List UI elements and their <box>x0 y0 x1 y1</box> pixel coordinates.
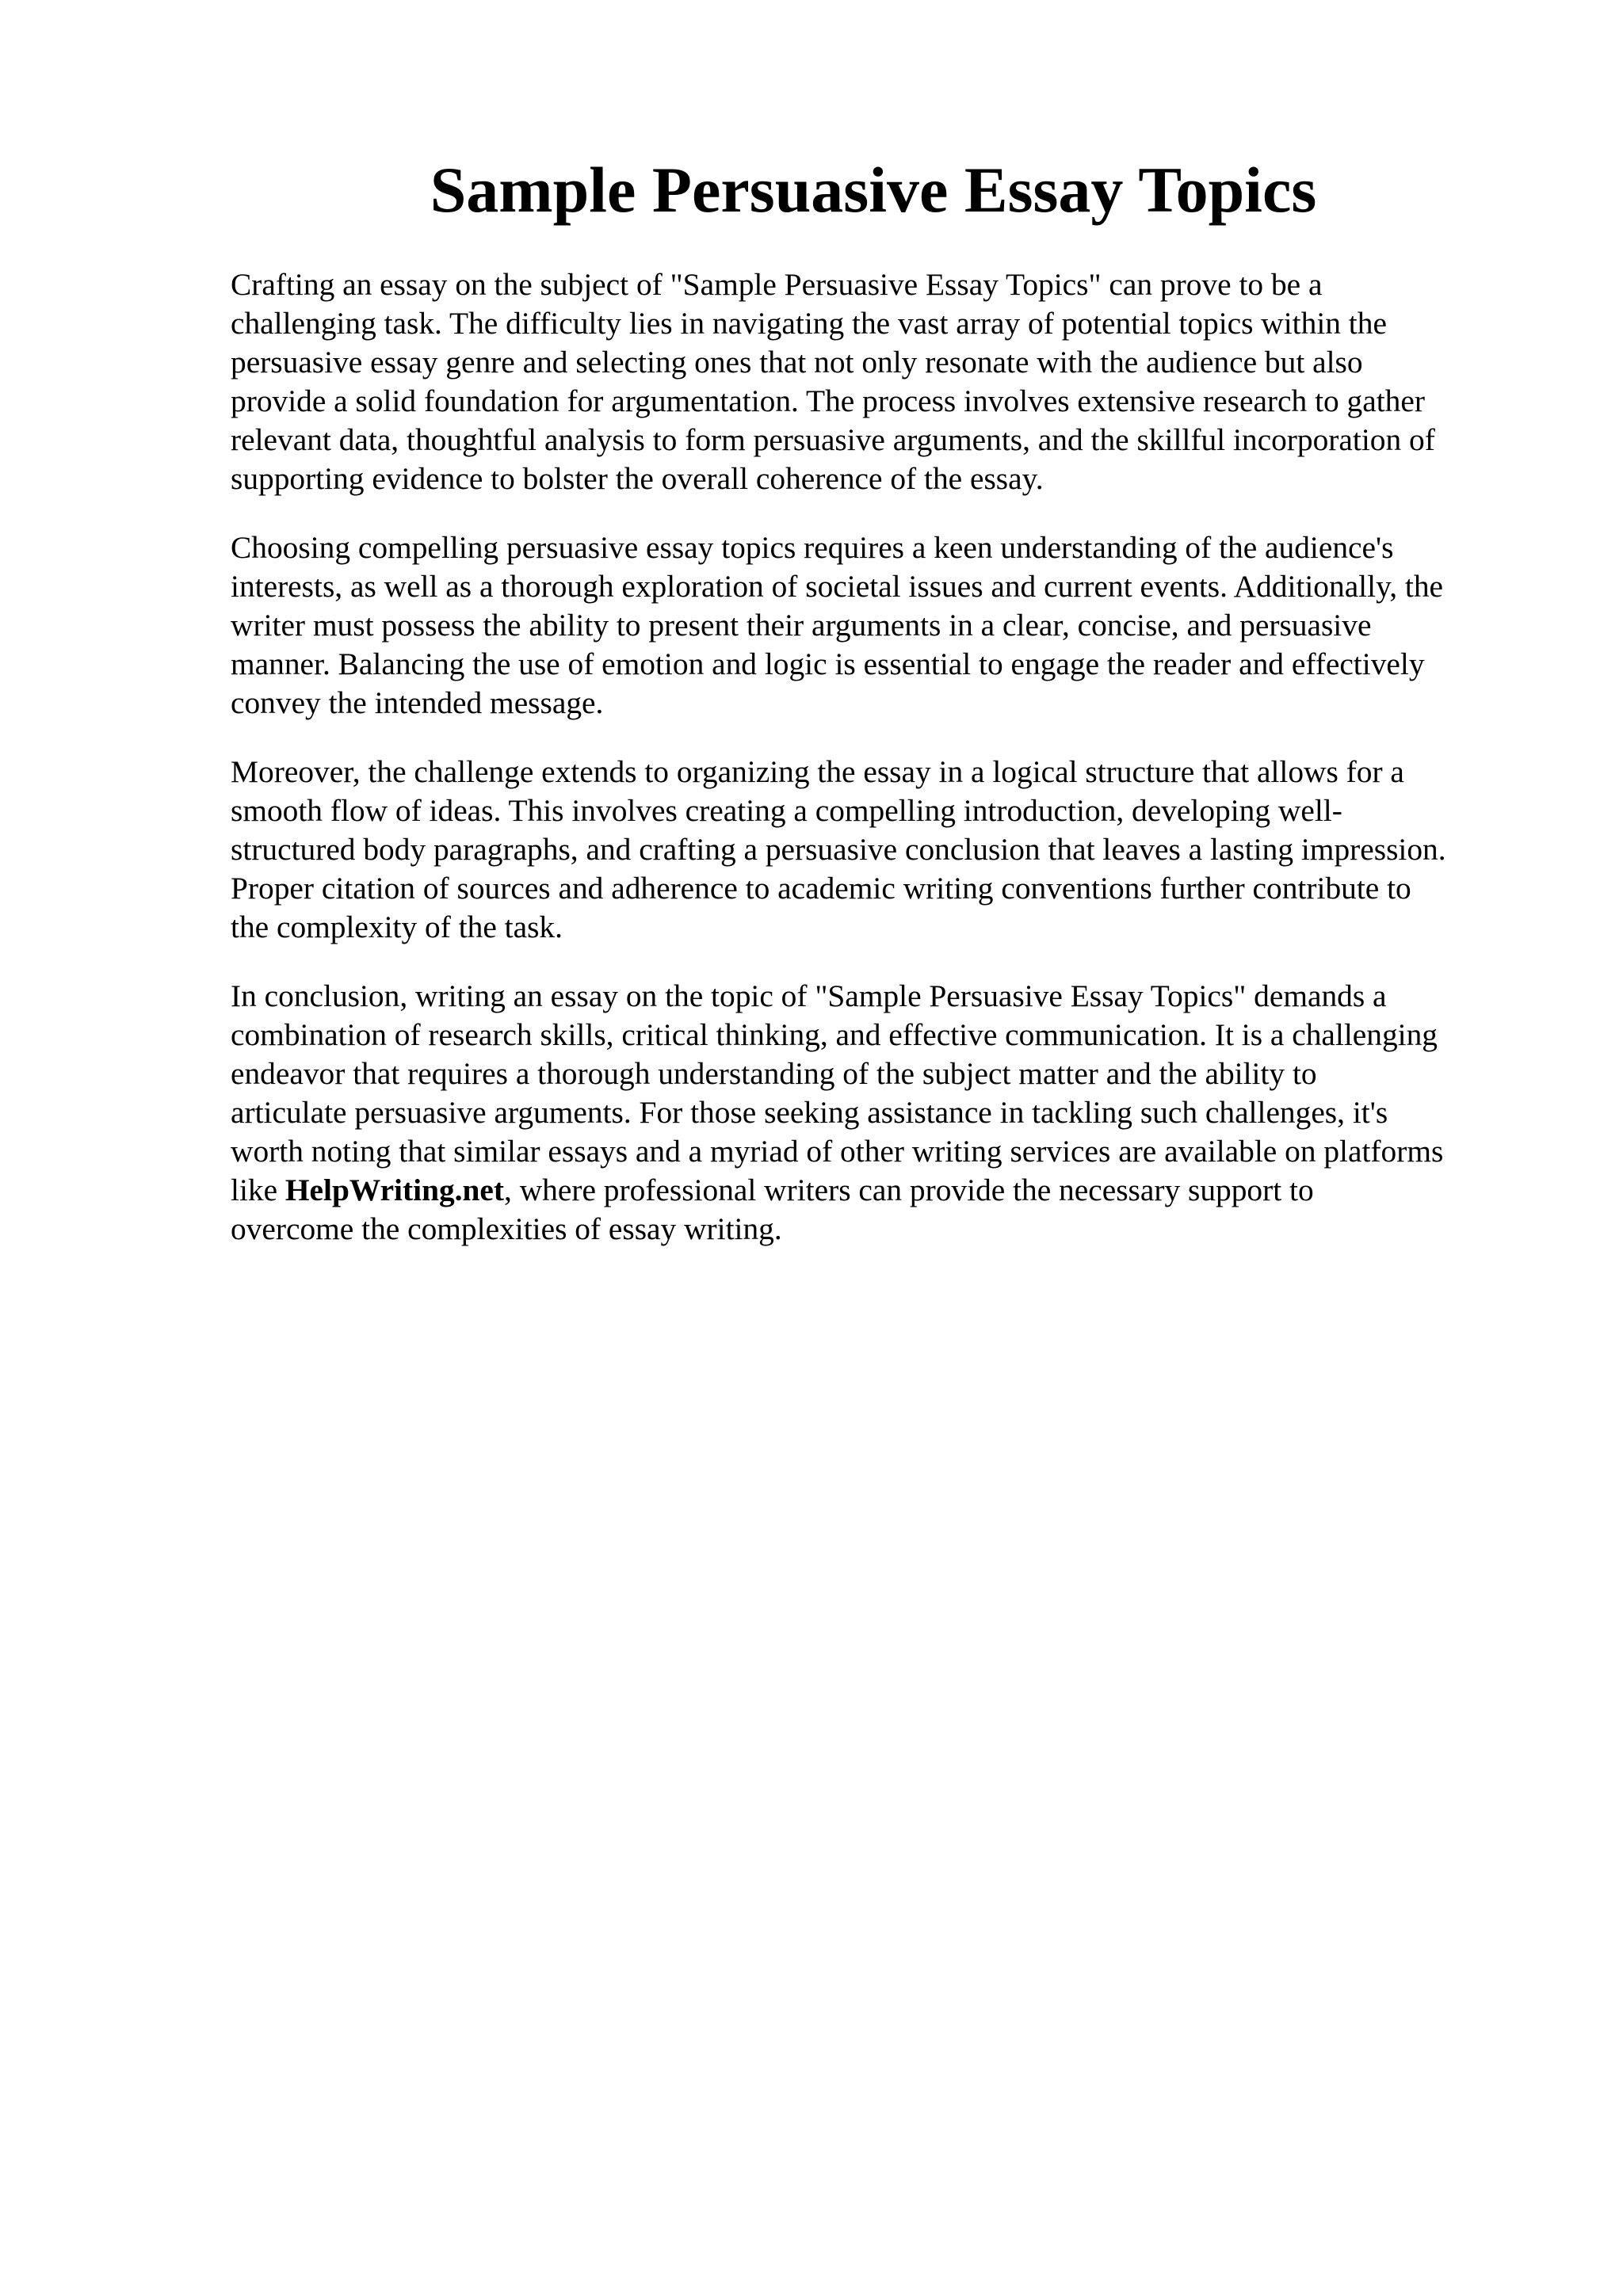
text-line: worth noting that similar essays and a myriad of other writing services are available on platforms <box>231 1134 1444 1169</box>
text-line: convey the intended message. <box>231 685 604 720</box>
text-line: articulate persuasive arguments. For those seeking assistance in tackling such challenges, it's <box>231 1095 1388 1130</box>
text-line: manner. Balancing the use of emotion and logic is essential to engage the reader and effectively <box>231 646 1425 681</box>
text-line: supporting evidence to bolster the overall coherence of the essay. <box>231 461 1044 496</box>
text-line: overcome the complexities of essay writing. <box>231 1211 782 1246</box>
text-prefix: like <box>231 1173 285 1207</box>
text-line: writer must possess the ability to present their arguments in a clear, concise, and persuasive <box>231 608 1372 643</box>
text-line: structured body paragraphs, and crafting a persuasive conclusion that leaves a lasting impression. <box>231 832 1446 867</box>
text-line <box>231 1171 1538 1210</box>
paragraph-3 <box>231 753 1538 947</box>
text-line: Choosing compelling persuasive essay topics requires a keen understanding of the audience's <box>231 530 1394 565</box>
text-line: the complexity of the task. <box>231 910 563 944</box>
text-line: smooth flow of ideas. This involves creating a compelling introduction, developing well- <box>231 793 1342 828</box>
text-line: interests, as well as a thorough exploration of societal issues and current events. Additionally, the <box>231 569 1444 604</box>
text-line: challenging task. The difficulty lies in navigating the vast array of potential topics within the <box>231 306 1387 341</box>
brand-name: HelpWriting.net <box>285 1173 505 1207</box>
text-line: Moreover, the challenge extends to organizing the essay in a logical structure that allows for a <box>231 754 1404 789</box>
text-line: Proper citation of sources and adherence to academic writing conventions further contribute to <box>231 871 1411 906</box>
paragraph-4 <box>231 977 1538 1249</box>
text-line: persuasive essay genre and selecting ones that not only resonate with the audience but also <box>231 345 1363 379</box>
document-body <box>231 265 1538 1279</box>
text-line: provide a solid foundation for argumentation. The process involves extensive research to gather <box>231 383 1425 418</box>
text-suffix: , where professional writers can provide the necessary support to <box>504 1173 1314 1207</box>
text-line: In conclusion, writing an essay on the topic of "Sample Persuasive Essay Topics" demands a <box>231 978 1387 1013</box>
paragraph-2 <box>231 528 1538 723</box>
document-title: Sample Persuasive Essay Topics <box>430 154 1317 226</box>
text-line: combination of research skills, critical thinking, and effective communication. It is a challenging <box>231 1017 1438 1052</box>
text-line: relevant data, thoughtful analysis to form persuasive arguments, and the skillful incorporation of <box>231 422 1435 457</box>
text-line: Crafting an essay on the subject of "Sample Persuasive Essay Topics" can prove to be a <box>231 267 1323 302</box>
paragraph-1 <box>231 265 1538 498</box>
text-line: endeavor that requires a thorough understanding of the subject matter and the ability to <box>231 1056 1317 1091</box>
